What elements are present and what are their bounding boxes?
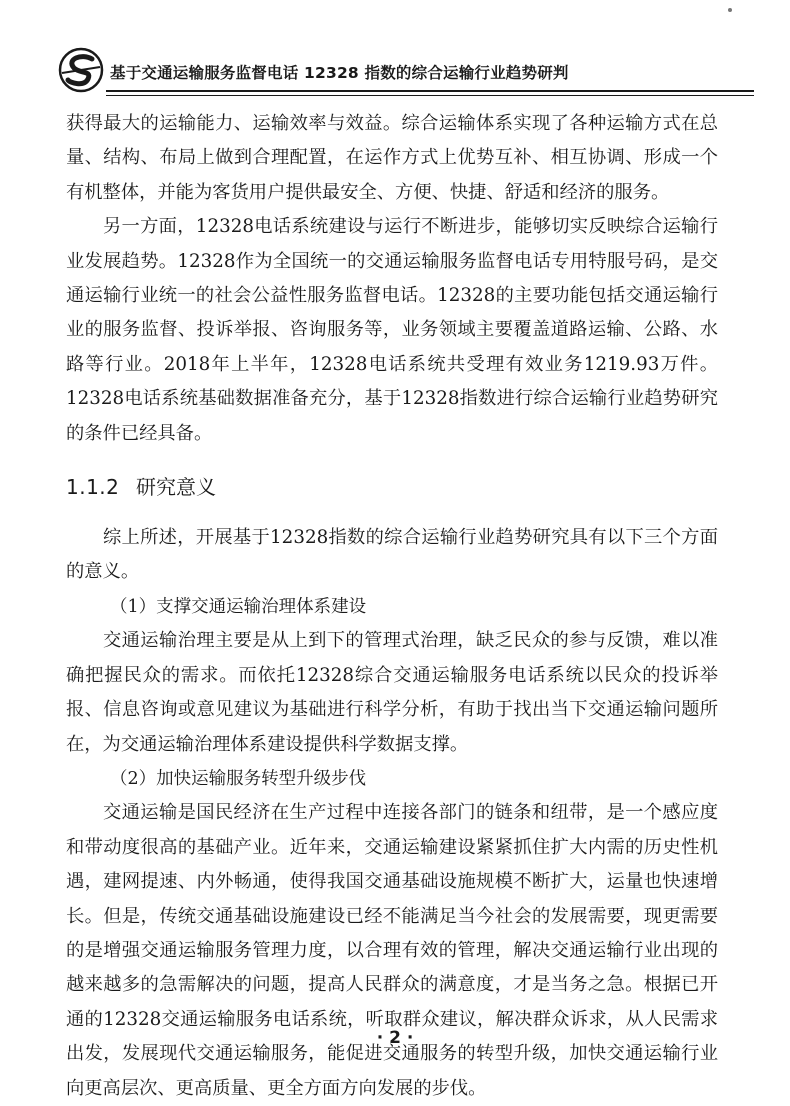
paragraph-12328-system: 另一方面，12328电话系统建设与运行不断进步，能够切实反映综合运输行业发展趋势。12328作为全国统一的交通运输服务监督电话专用特服号码，是交通运输行业统一的社会公益性服务监督电话。12328的主要功能包括交通运输行业的服务监督、投诉举报、咨询服务等，业务领域主要覆盖道路运输、公路、水路等行业。2018年上半年，12328电话系统共受理有效业务1219.93万件。12328电话系统基础数据准备充分，基于12328指数进行综合运输行业趋势研究的条件已经具备。 xyxy=(66,216,718,444)
paragraph-continued: 获得最大的运输能力、运输效率与效益。综合运输体系实现了各种运输方式在总量、结构、布局上做到合理配置，在运作方式上优势互补、相互协调、形成一个有机整体，并能为客货用户提供最安全、方便、快捷、舒适和经济的服务。 xyxy=(66,113,718,203)
paragraph-intro: 综上所述，开展基于12328指数的综合运输行业趋势研究具有以下三个方面的意义。 xyxy=(66,527,718,583)
scan-speck xyxy=(728,8,732,12)
page-body xyxy=(66,107,718,1106)
header-title: 基于交通运输服务监督电话 12328 指数的综合运输行业趋势研判 xyxy=(110,64,569,82)
paragraph-sub1: 交通运输治理主要是从上到下的管理式治理，缺乏民众的参与反馈，难以准确把握民众的需求。而依托12328综合交通运输服务电话系统以民众的投诉举报、信息咨询或意见建议为基础进行科学分析，有助于找出当下交通运输问题所在，为交通运输治理体系建设提供科学数据支撑。 xyxy=(66,630,718,755)
section-number: 1.1.2 xyxy=(66,475,120,500)
paragraph-sub2: 交通运输是国民经济在生产过程中连接各部门的链条和纽带，是一个感应度和带动度很高的基础产业。近年来，交通运输建设紧紧抓住扩大内需的历史性机遇，建网提速、内外畅通，使得我国交通基础设施规模不断扩大，运量也快速增长。但是，传统交通基础设施建设已经不能满足当今社会的发展需要，现更需要的是增强交通运输服务管理力度，以合理有效的管理，解决交通运输行业出现的越来越多的急需解决的问题，提高人民群众的满意度，才是当务之急。根据已开通的12328交通运输服务电话系统，听取群众建议，解决群众诉求，从人民需求出发，发展现代交通运输服务，能促进交通服务的转型升级，加快交通运输行业向更高层次、更高质量、更全方面方向发展的步伐。 xyxy=(66,802,718,1099)
running-header xyxy=(58,42,758,100)
header-rule-thin xyxy=(106,95,754,96)
page-number: · 2 · xyxy=(376,1028,414,1048)
stylized-s-emblem-icon xyxy=(58,47,104,93)
section-heading xyxy=(66,467,718,507)
header-rule-thick xyxy=(106,90,754,92)
subheading-2: （2）加快运输服务转型升级步伐 xyxy=(110,768,367,789)
subheading-1: （1）支撑交通运输治理体系建设 xyxy=(110,596,367,617)
section-title: 研究意义 xyxy=(136,475,216,500)
